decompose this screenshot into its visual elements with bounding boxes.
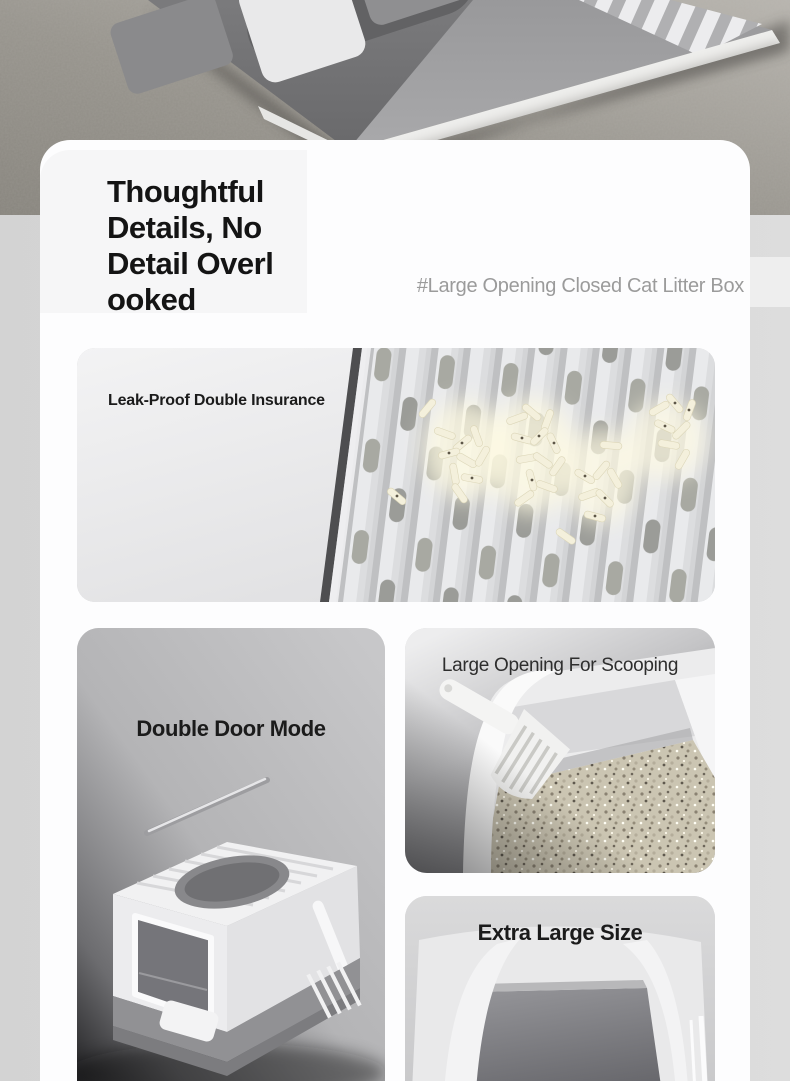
hashtag-caption: #Large Opening Closed Cat Litter Box: [416, 275, 744, 297]
double-door-card: [77, 628, 385, 1081]
extra-large-label: Extra Large Size: [477, 920, 643, 945]
content-card: [40, 140, 750, 1081]
litter-grate-illustration: [77, 348, 715, 602]
double-door-label: Double Door Mode: [136, 716, 326, 741]
extra-large-card: [405, 896, 715, 1081]
large-opening-card: [405, 628, 715, 873]
title-line: ooked: [107, 282, 196, 317]
title-line: Thoughtful: [107, 174, 264, 209]
large-opening-label: Large Opening For Scooping: [441, 655, 679, 676]
leak-proof-label: Leak-Proof Double Insurance: [108, 392, 325, 409]
title-line: Details, No: [107, 210, 262, 245]
closed-litter-box-illustration: [77, 628, 385, 1081]
title-line: Detail Overl: [107, 246, 274, 281]
leak-proof-panel: [77, 348, 715, 602]
